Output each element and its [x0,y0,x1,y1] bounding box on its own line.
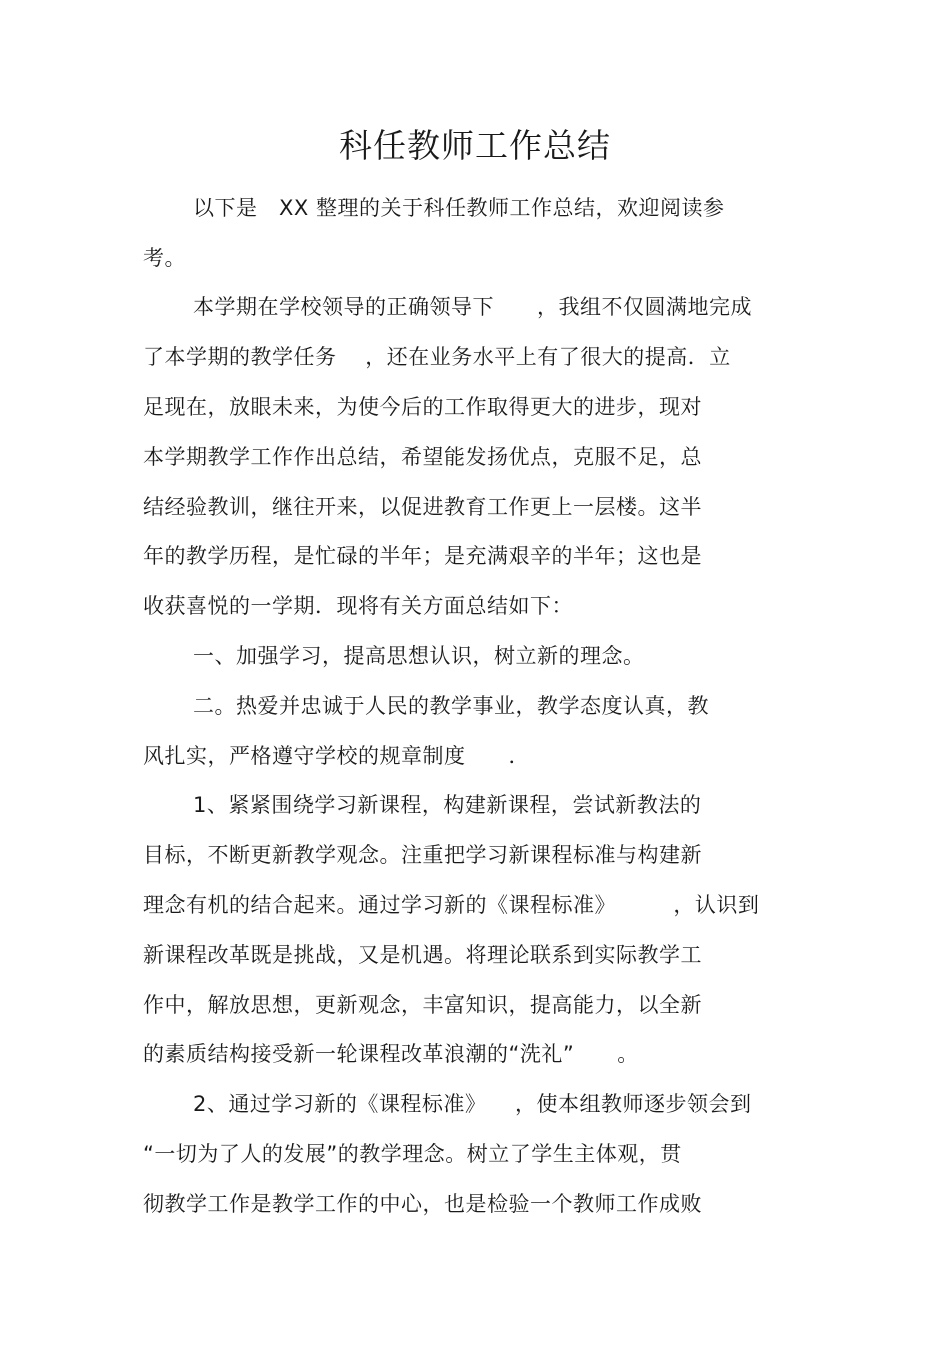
paragraph-line: 风扎实，严格遵守学校的规章制度 ． [143,744,531,768]
paragraph-line: 目标，不断更新教学观念。注重把学习新课程标准与构建新 [143,843,702,867]
paragraph-line: 年的教学历程，是忙碌的半年；是充满艰辛的半年；这也是 [143,544,702,568]
paragraph-line: 彻教学工作是教学工作的中心，也是检验一个教师工作成败 [143,1192,702,1216]
paragraph-line: 本学期在学校领导的正确领导下 ，我组不仅圆满地完成 [193,295,753,319]
paragraph-line: 结经验教训，继往开来，以促进教育工作更上一层楼。这半 [143,495,702,519]
paragraph-line: 的素质结构接受新一轮课程改革浪潮的“洗礼” 。 [143,1042,639,1066]
paragraph-line: 以下是 XX 整理的关于科任教师工作总结，欢迎阅读参 [193,196,725,220]
paragraph-line: 一、加强学习，提高思想认识，树立新的理念。 [193,644,645,668]
document-title: 科任教师工作总结 [339,126,611,165]
paragraph-line: 足现在，放眼未来，为使今后的工作取得更大的进步，现对 [143,395,702,419]
paragraph-line: 作中，解放思想，更新观念，丰富知识，提高能力，以全新 [143,993,702,1017]
paragraph-line: 二。热爱并忠诚于人民的教学事业，教学态度认真，教 [193,694,709,718]
paragraph-line: 考。 [143,246,186,270]
paragraph-line: 收获喜悦的一学期．现将有关方面总结如下： [143,594,573,618]
paragraph-line: 2、通过学习新的《课程标准》 ，使本组教师逐步领会到 [193,1092,752,1116]
paragraph-line: 新课程改革既是挑战，又是机遇。将理论联系到实际教学工 [143,943,702,967]
paragraph-line: 理念有机的结合起来。通过学习新的《课程标准》 ，认识到 [143,893,760,917]
paragraph-line: 了本学期的教学任务 ，还在业务水平上有了很大的提高．立 [143,345,731,369]
paragraph-line: “一切为了人的发展”的教学理念。树立了学生主体观，贯 [143,1142,682,1166]
paragraph-line: 本学期教学工作作出总结，希望能发扬优点，克服不足，总 [143,445,702,469]
paragraph-line: 1、紧紧围绕学习新课程，构建新课程，尝试新教法的 [193,793,702,817]
